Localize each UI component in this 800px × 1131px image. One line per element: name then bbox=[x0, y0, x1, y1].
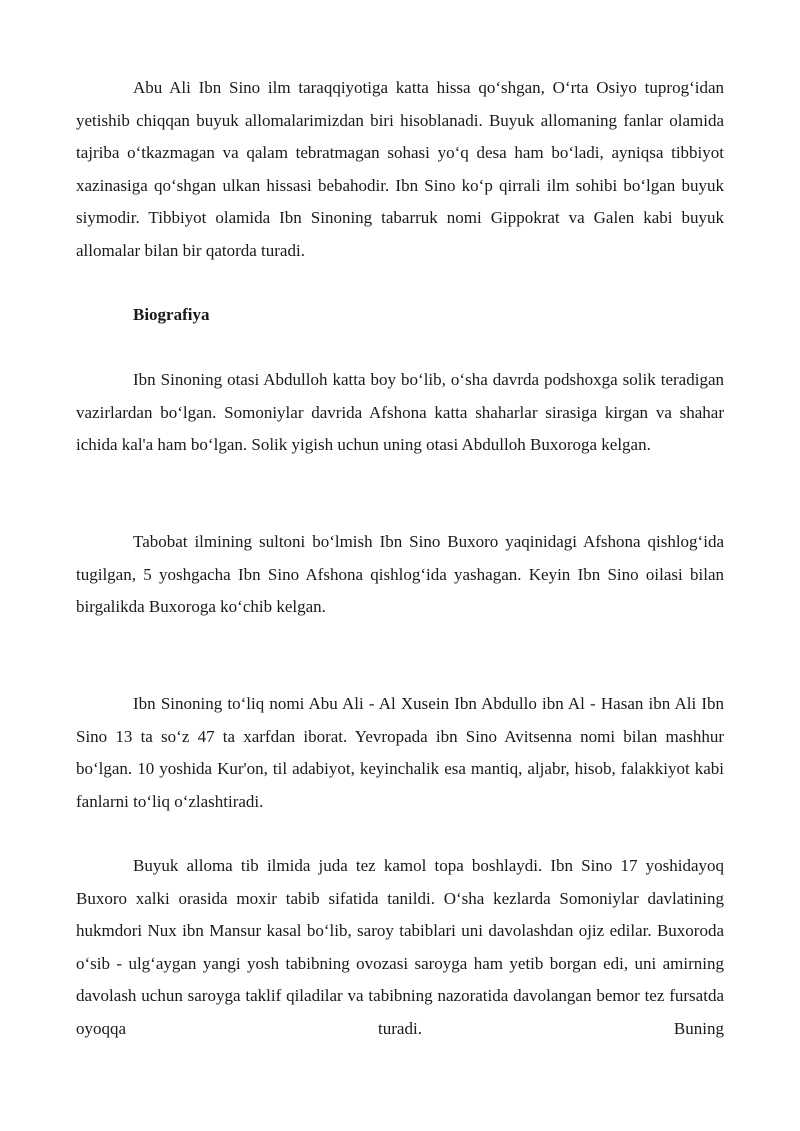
paragraph-medicine: Buyuk alloma tib ilmida juda tez kamol topa boshlaydi. Ibn Sino 17 yoshidayoq Buxoro xalki orasida moxir tabib sifatida tanildi. O‘sha kezlarda Somoniylar davlatining hukmdori Nux ibn Mansur kasal bo‘lib, saroy tabiblari uni davolashdan ojiz edilar. Buxoroda o‘sib - ulg‘aygan yangi yosh tabibning ovozasi saroyga ham yetib borgan edi, uni amirning davolash uchun saroyga taklif qiladilar va tabibning nazoratida davolangan bemor tez fursatda oyoqqa turadi. Buning bbox=[76, 856, 724, 1038]
paragraph-father: Ibn Sinoning otasi Abdulloh katta boy bo‘lib, o‘sha davrda podshoxga solik teradigan vazirlardan bo‘lgan. Somoniylar davrida Afshona katta shaharlar sirasiga kirgan va shahar ichida kal'a ham bo‘lgan. Solik yigish uchun uning otasi Abdulloh Buxoroga kelgan. bbox=[76, 370, 724, 455]
paragraph-birthplace: Tabobat ilmining sultoni bo‘lmish Ibn Sino Buxoro yaqinidagi Afshona qishlog‘ida tugilgan, 5 yoshgacha Ibn Sino Afshona qishlog‘ida yashagan. Keyin Ibn Sino oilasi bilan birgalikda Buxoroga ko‘chib kelgan. bbox=[76, 532, 724, 617]
paragraph-intro: Abu Ali Ibn Sino ilm taraqqiyotiga katta hissa qo‘shgan, O‘rta Osiyo tuprog‘idan yetishib chiqqan buyuk allomalarimizdan biri hisoblanadi. Buyuk allomaning fanlar olamida tajriba o‘tkazmagan va qalam tebratmagan sohasi yo‘q desa ham bo‘ladi, ayniqsa tibbiyot xazinasiga qo‘shgan ulkan hissasi bebahodir. Ibn Sino ko‘p qirrali ilm sohibi bo‘lgan buyuk siymodir. Tibbiyot olamida Ibn Sinoning tabarruk nomi Gippokrat va Galen kabi buyuk allomalar bilan bir qatorda turadi. bbox=[76, 78, 724, 260]
section-heading: Biografiya bbox=[133, 305, 210, 324]
paragraph-full-name: Ibn Sinoning to‘liq nomi Abu Ali - Al Xusein Ibn Abdullo ibn Al - Hasan ibn Ali Ibn Sino 13 ta so‘z 47 ta xarfdan iborat. Yevropada ibn Sino Avitsenna nomi bilan mashhur bo‘lgan. 10 yoshida Kur'on, til adabiyot, keyinchalik esa mantiq, aljabr, hisob, falakkiyot kabi fanlarni to‘liq o‘zlashtiradi. bbox=[76, 694, 724, 811]
